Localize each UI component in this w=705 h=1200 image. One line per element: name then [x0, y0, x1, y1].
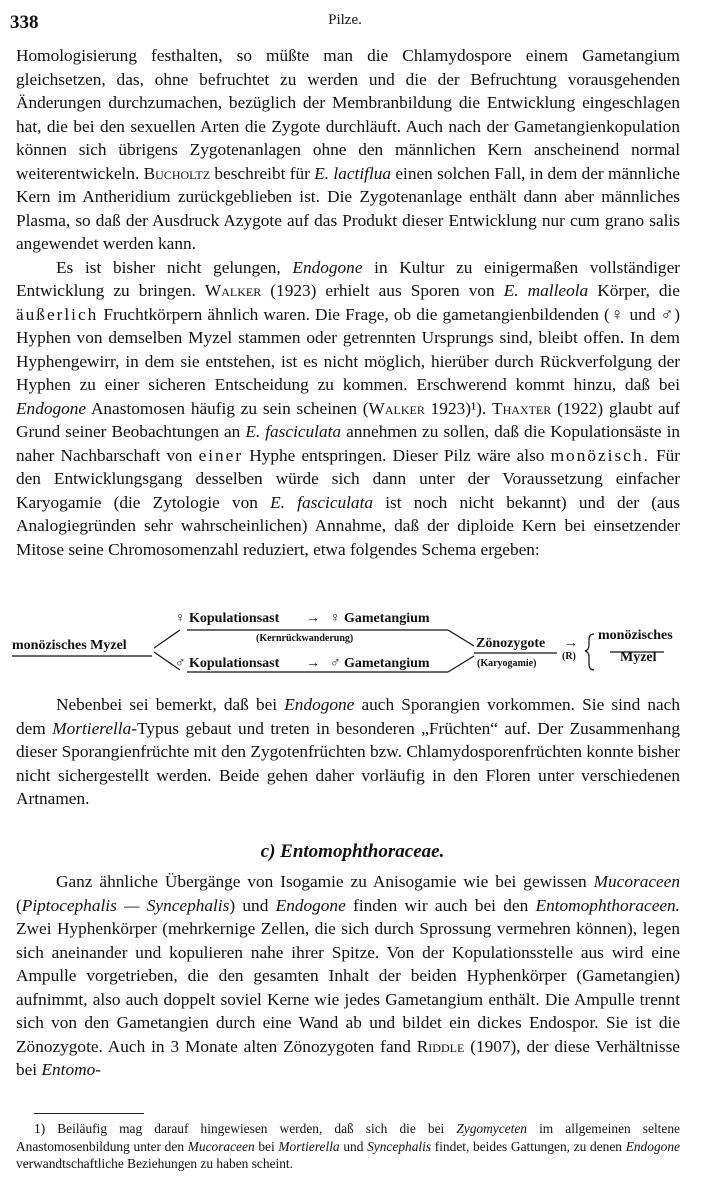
female-branch-label: ♀ Kopulationsast: [175, 611, 280, 626]
body-text-middle: [16, 693, 680, 811]
monoecious-mycelium-label: monözisches Myzel: [12, 638, 127, 653]
section-title: c) Entomophthoraceae.: [260, 841, 445, 862]
paragraph-3: Nebenbei sei bemerkt, daß bei Endogone auch Sporangien vorkommen. Sie sind nach dem Mortierella-Typus gebaut und treten in besonderen „Früchten“ auf. Der Zusammenhang dieser Sporangienfrüchte mit den Zygotenfrüchten bzw. Chlamydosporenfrüchten konnte bisher nicht sichergestellt werden. Beide gehen daher vorläufig in den Floren unter verschiedenen Artnamen.: [16, 695, 680, 808]
karyogamy-label: (Karyogamie): [477, 658, 537, 669]
zygote-label: Zönozygote: [476, 636, 546, 651]
footnote-rule: [34, 1113, 144, 1114]
male-gametangium-label: ♂ Gametangium: [330, 656, 430, 671]
body-text-bottom: [16, 870, 680, 1082]
male-branch-label: ♂ Kopulationsast: [175, 656, 280, 671]
paragraph-2: Es ist bisher nicht gelungen, Endogone in Kultur zu einigermaßen vollständiger Entwicklung zu bringen. Walker (1923) erhielt aus Sporen von E. malleola Körper, die äußerlich Fruchtkörpern ähnlich waren. Die Frage, ob die gametangienbildenden (♀ und ♂) Hyphen von demselben Myzel stammen oder getrennten Ursprungs sind, bleibt offen. In dem Hyphengewirr, in dem sie entstehen, ist es nicht möglich, hierüber durch Rückverfolgung der Hyphen zu einer sicheren Entscheidung zu kommen. Erschwerend kommt hinzu, daß bei Endogone Anastomosen häufig zu sein scheinen (Walker 1923)¹). Thaxter (1922) glaubt auf Grund seiner Beobachtungen an E. fasciculata annehmen zu sollen, daß die Kopulationsäste in naher Nachbarschaft von einer Hyphe entspringen. Dieser Pilz wäre also monözisch. Für den Entwicklungsgang desselben würde sich dann unter der Voraussetzung einfacher Karyogamie (die Zytologie von E. fasciculata ist noch nicht bekannt) und der (aus Analogiegründen sehr wahrscheinlichen) Annahme, daß der diploide Kern bei einsetzender Mitose seine Chromosomenzahl reduziert, etwa folgendes Schema ergeben:: [16, 257, 681, 559]
female-arrow: →: [306, 611, 320, 626]
female-gametangium-label: ♀ Gametangium: [330, 611, 430, 626]
body-text-top: [16, 44, 680, 561]
footnote: [16, 1120, 680, 1173]
page-header: [10, 12, 680, 34]
page-number: 338: [10, 12, 39, 33]
result-label-bottom: Myzel: [620, 650, 657, 665]
male-arrow: →: [306, 656, 320, 671]
development-schema: [12, 608, 684, 690]
reduction-mark: (R): [562, 651, 576, 662]
nuclear-migration-label: (Kernrückwanderung): [256, 633, 354, 644]
paragraph-4: Ganz ähnliche Übergänge von Isogamie zu Anisogamie wie bei gewissen Mucoraceen (Piptocephalis — Syncephalis) und Endogone finden wir auch bei den Entomophthoraceen. Zwei Hyphenkörper (mehrkernige Zellen, die sich durch Sprossung vermehren können), legen sich aneinander und kopulieren nahe ihrer Spitze. Von der Kopulationsstelle aus wird eine Ampulle vorgetrieben, die den gesamten Inhalt der beiden Hyphenkörper (Gametangien) aufnimmt, also auch doppelt soviel Kerne wie jedes Gametangium enthält. Die Ampulle trennt sich von den Gametangien durch eine Wand ab und bildet ein dickes Endospor. Sie ist die Zönozygote. Auch in 3 Monate alten Zönozygoten fand Riddle (1907), der diese Verhältnisse bei Entomo-: [16, 872, 681, 1079]
running-title: Pilze.: [328, 12, 362, 28]
zygote-arrow: →: [564, 636, 578, 651]
paragraph-1: Homologisierung festhalten, so müßte man die Chlamydospore einem Gametangium gleichsetzen, das, ohne befruchtet zu werden und die der Befruchtung vorausgehenden Änderungen durchzumachen, bezüglich der Membranbildung die Entwicklung eingeschlagen hat, die bei den sexuellen Arten die Zygote durchläuft. Auch nach der Gametangienkopulation können sich übrigens Zygotenanlagen ohne den männlichen Kern anscheinend normal weiterentwickeln. Bucholtz beschreibt für E. lactiflua einen solchen Fall, in dem der männliche Kern im Antheridium zurückgeblieben ist. Die Zygotenanlage enthält dann aber männliches Plasma, so daß der Ausdruck Azygote auf das Produkt dieser Entwicklung nur cum grano salis angewendet werden kann.: [16, 46, 680, 253]
result-label-top: monözisches: [598, 628, 673, 643]
footnote-text: 1) Beiläufig mag darauf hingewiesen werden, daß sich die bei Zygomyceten im allgemeinen seltene Anastomosenbildung unter den Mucoraceen bei Mortierella und Syncephalis findet, beides Gattungen, zu denen Endogone verwandtschaftliche Beziehungen zu haben scheint.: [16, 1121, 680, 1171]
